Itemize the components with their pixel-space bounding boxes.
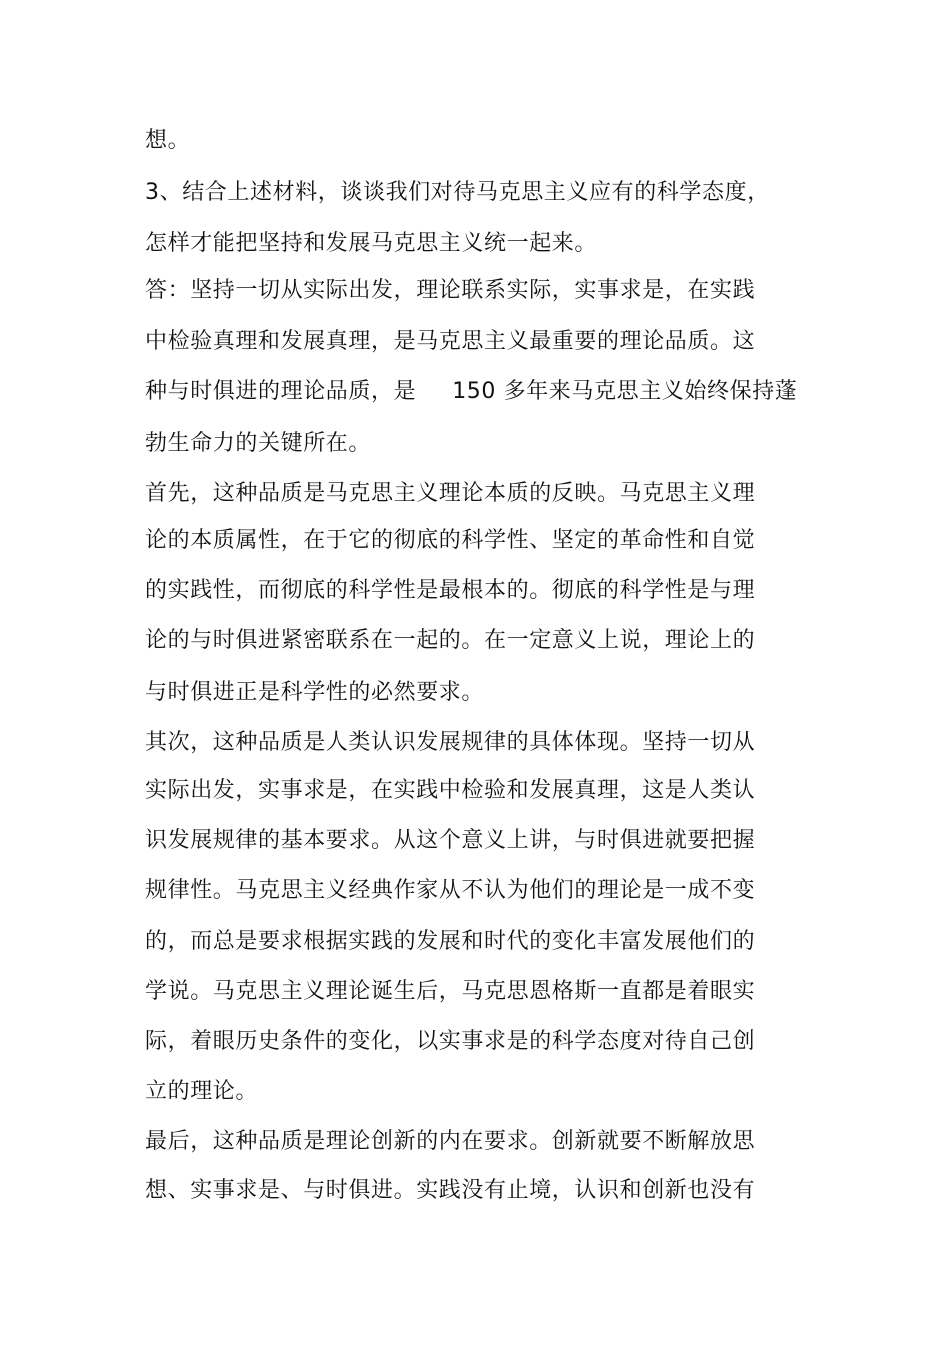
text-line: 勃生命力的关键所在。 bbox=[145, 431, 372, 456]
text-line: 其次，这种品质是人类认识发展规律的具体体现。坚持一切从 bbox=[145, 730, 756, 755]
text-line: 想、实事求是、与时俱进。实践没有止境，认识和创新也没有 bbox=[145, 1178, 756, 1203]
text-line bbox=[145, 379, 797, 405]
text-line: 答：坚持一切从实际出发，理论联系实际，实事求是，在实践 bbox=[145, 278, 756, 303]
text-line: 中检验真理和发展真理，是马克思主义最重要的理论品质。这 bbox=[145, 329, 756, 354]
text-line: 怎样才能把坚持和发展马克思主义统一起来。 bbox=[145, 231, 598, 256]
text-line: 想。 bbox=[145, 128, 191, 153]
text-segment: 150 多年来马克思主义始终保持蓬 bbox=[452, 379, 798, 404]
text-line: 的，而总是要求根据实践的发展和时代的变化丰富发展他们的 bbox=[145, 929, 756, 954]
text-segment: 种与时俱进的理论品质，是 bbox=[145, 379, 417, 404]
text-line: 论的与时俱进紧密联系在一起的。在一定意义上说，理论上的 bbox=[145, 628, 756, 653]
text-line: 与时俱进正是科学性的必然要求。 bbox=[145, 680, 485, 705]
text-line: 3、结合上述材料，谈谈我们对待马克思主义应有的科学态度， bbox=[145, 180, 770, 205]
text-line: 论的本质属性，在于它的彻底的科学性、坚定的革命性和自觉 bbox=[145, 528, 756, 553]
text-line: 立的理论。 bbox=[145, 1079, 259, 1104]
text-line: 的实践性，而彻底的科学性是最根本的。彻底的科学性是与理 bbox=[145, 578, 756, 603]
text-line: 规律性。马克思主义经典作家从不认为他们的理论是一成不变 bbox=[145, 878, 756, 903]
text-line: 际，着眼历史条件的变化，以实事求是的科学态度对待自己创 bbox=[145, 1029, 756, 1054]
text-line: 最后，这种品质是理论创新的内在要求。创新就要不断解放思 bbox=[145, 1129, 756, 1154]
text-line: 学说。马克思主义理论诞生后，马克思恩格斯一直都是着眼实 bbox=[145, 979, 756, 1004]
text-line: 实际出发，实事求是，在实践中检验和发展真理，这是人类认 bbox=[145, 778, 756, 803]
text-line: 首先，这种品质是马克思主义理论本质的反映。马克思主义理 bbox=[145, 481, 756, 506]
text-line: 识发展规律的基本要求。从这个意义上讲，与时俱进就要把握 bbox=[145, 828, 756, 853]
